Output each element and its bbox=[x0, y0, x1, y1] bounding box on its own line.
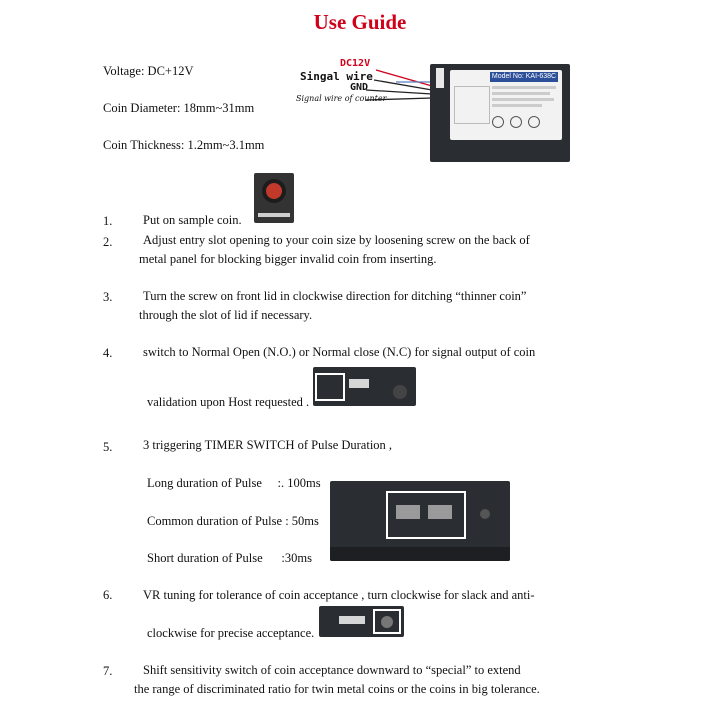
pulse-short: Short duration of Pulse :30ms bbox=[147, 551, 312, 565]
label-counter-wire: Signal wire of counter bbox=[296, 94, 387, 103]
switch-highlight-box bbox=[315, 373, 345, 401]
page-title: Use Guide bbox=[313, 10, 407, 34]
step-3-line-1: Turn the screw on front lid in clockwise direction for ditching “thinner coin” bbox=[143, 289, 527, 303]
step-2-number: 2. bbox=[103, 235, 113, 249]
wiring-diagram bbox=[296, 56, 576, 164]
step-4-line-1: switch to Normal Open (N.O.) or Normal close (N.C) for signal output of coin bbox=[143, 345, 536, 359]
no-nc-switch-photo bbox=[313, 367, 416, 406]
pulse-common: Common duration of Pulse : 50ms bbox=[147, 514, 319, 528]
label-signal-wire: Singal wire bbox=[300, 70, 373, 83]
label-dc12v: DC12V bbox=[340, 58, 371, 69]
step-2-line-2: metal panel for blocking bigger invalid coin from inserting. bbox=[139, 252, 437, 266]
step-6-line-2: clockwise for precise acceptance. bbox=[147, 626, 315, 640]
step-1-text: Put on sample coin. bbox=[143, 213, 242, 227]
timer-switch-photo bbox=[330, 481, 510, 561]
step-1-number: 1. bbox=[103, 214, 113, 228]
step-3-line-2: through the slot of lid if necessary. bbox=[139, 308, 313, 322]
device-label-sticker bbox=[450, 70, 562, 140]
step-5-text: 3 triggering TIMER SWITCH of Pulse Duration , bbox=[143, 438, 393, 452]
step-7-line-2: the range of discriminated ratio for twin metal coins or the coins in big tolerance. bbox=[134, 682, 540, 696]
spec-coin-diameter: Coin Diameter: 18mm~31mm bbox=[103, 101, 255, 115]
step-4-line-2: validation upon Host requested . bbox=[147, 395, 310, 409]
label-gnd: GND bbox=[350, 82, 369, 93]
step-2-line-1: Adjust entry slot opening to your coin size by loosening screw on the back of bbox=[143, 233, 530, 247]
spec-coin-thickness: Coin Thickness: 1.2mm~3.1mm bbox=[103, 138, 265, 152]
vr-tuning-photo bbox=[319, 606, 404, 637]
model-label: Model No: KAI-638C bbox=[491, 73, 557, 80]
step-5-number: 5. bbox=[103, 440, 113, 454]
step-7-number: 7. bbox=[103, 664, 113, 678]
coin-acceptor-photo bbox=[430, 64, 570, 162]
step-4-number: 4. bbox=[103, 346, 113, 360]
step-7-line-1: Shift sensitivity switch of coin acceptance downward to “special” to extend bbox=[143, 663, 521, 677]
step-6-line-1: VR tuning for tolerance of coin acceptance , turn clockwise for slack and anti- bbox=[143, 588, 535, 602]
spec-voltage: Voltage: DC+12V bbox=[103, 64, 194, 78]
pulse-long: Long duration of Pulse :. 100ms bbox=[147, 476, 321, 490]
sample-coin-photo bbox=[254, 173, 294, 223]
step-6-number: 6. bbox=[103, 588, 113, 602]
step-3-number: 3. bbox=[103, 290, 113, 304]
